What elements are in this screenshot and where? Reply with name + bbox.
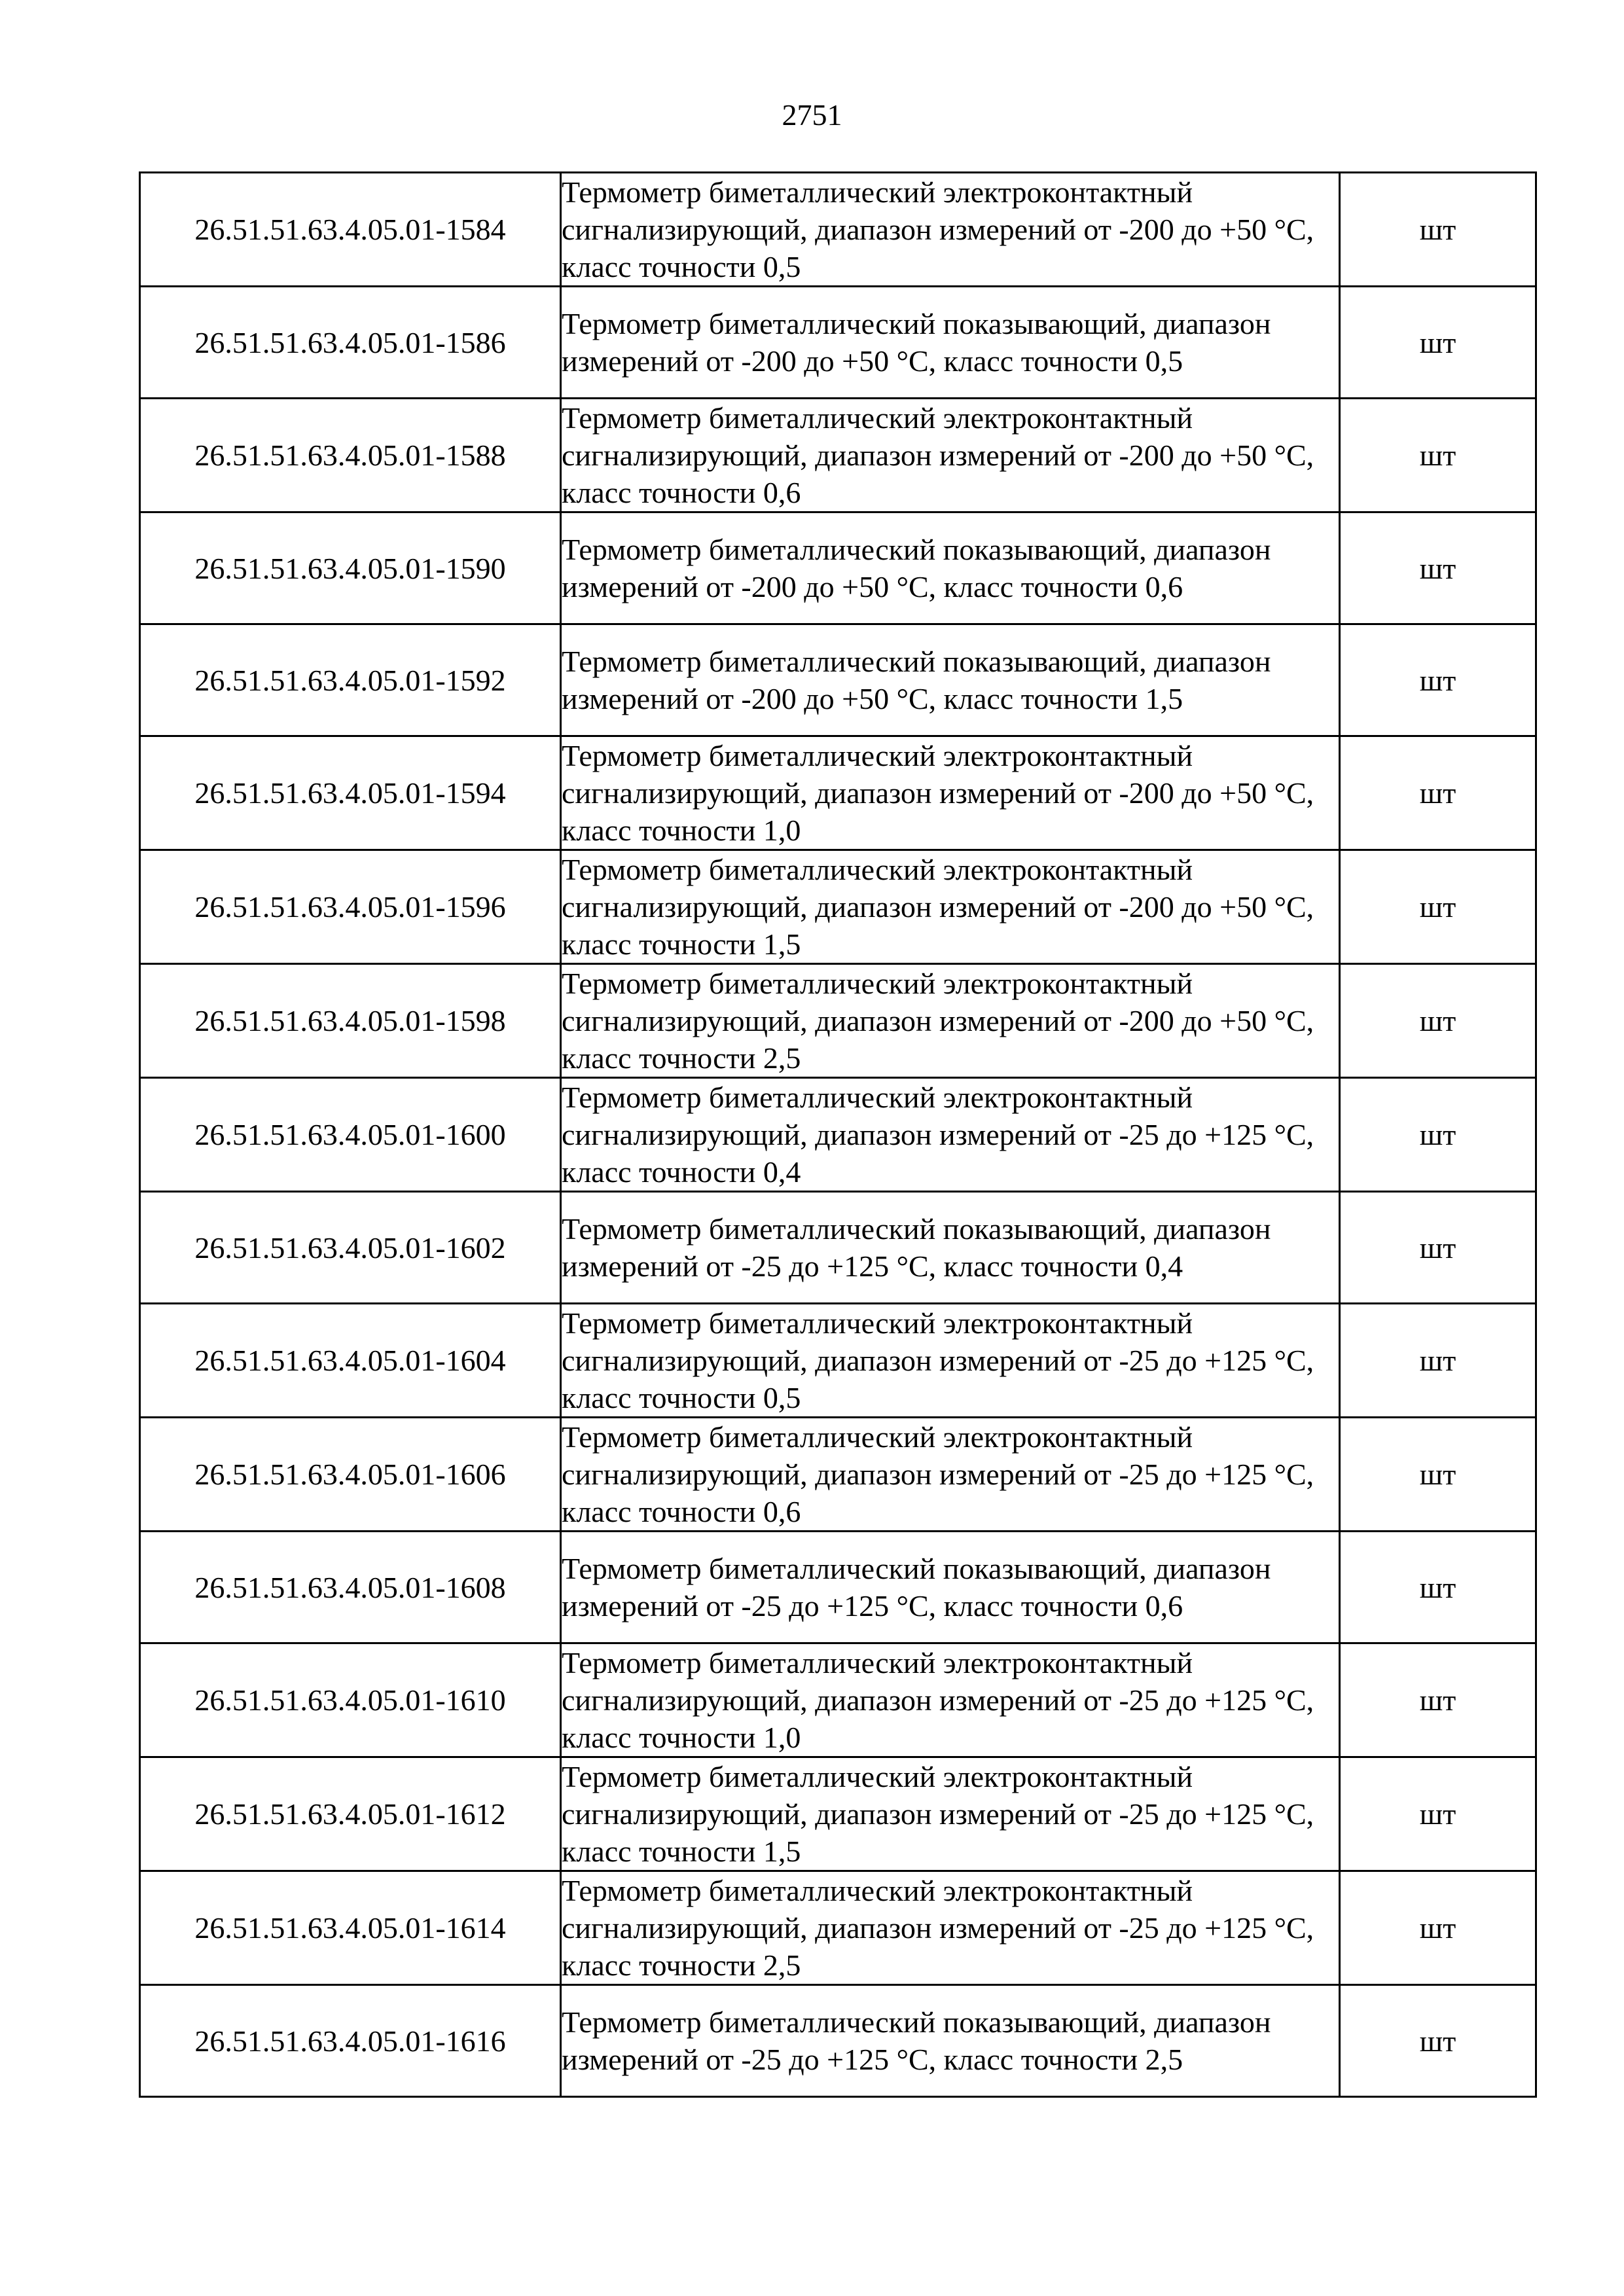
product-description-cell: Термометр биметаллический электроконтактный сигнализирующий, диапазон измерений от -25 до +125 °С, класс точности 1,5 (561, 1757, 1340, 1871)
product-code-cell: 26.51.51.63.4.05.01-1614 (140, 1871, 561, 1985)
unit-cell: шт (1340, 287, 1536, 399)
table-row (140, 287, 1536, 399)
product-code-cell: 26.51.51.63.4.05.01-1612 (140, 1757, 561, 1871)
table-row (140, 850, 1536, 964)
product-description-cell: Термометр биметаллический показывающий, диапазон измерений от -200 до +50 °С, класс точности 0,6 (561, 512, 1340, 624)
product-code-cell: 26.51.51.63.4.05.01-1608 (140, 1532, 561, 1643)
product-code-cell: 26.51.51.63.4.05.01-1598 (140, 964, 561, 1078)
product-description-cell: Термометр биметаллический показывающий, диапазон измерений от -200 до +50 °С, класс точности 1,5 (561, 624, 1340, 736)
product-code-cell: 26.51.51.63.4.05.01-1600 (140, 1078, 561, 1192)
product-description-cell: Термометр биметаллический показывающий, диапазон измерений от -25 до +125 °С, класс точности 0,6 (561, 1532, 1340, 1643)
unit-cell: шт (1340, 964, 1536, 1078)
unit-cell: шт (1340, 1985, 1536, 2097)
catalog-table-body (140, 173, 1536, 2097)
unit-cell: шт (1340, 1078, 1536, 1192)
table-row (140, 512, 1536, 624)
table-row (140, 173, 1536, 287)
table-row (140, 736, 1536, 850)
table-row (140, 1871, 1536, 1985)
unit-cell: шт (1340, 1757, 1536, 1871)
table-row (140, 1643, 1536, 1757)
table-row (140, 1192, 1536, 1304)
product-code-cell: 26.51.51.63.4.05.01-1604 (140, 1304, 561, 1418)
product-code-cell: 26.51.51.63.4.05.01-1610 (140, 1643, 561, 1757)
product-code-cell: 26.51.51.63.4.05.01-1606 (140, 1418, 561, 1532)
catalog-table (139, 171, 1537, 2098)
unit-cell: шт (1340, 1871, 1536, 1985)
product-description-cell: Термометр биметаллический показывающий, диапазон измерений от -25 до +125 °С, класс точности 0,4 (561, 1192, 1340, 1304)
product-code-cell: 26.51.51.63.4.05.01-1586 (140, 287, 561, 399)
unit-cell: шт (1340, 850, 1536, 964)
product-code-cell: 26.51.51.63.4.05.01-1616 (140, 1985, 561, 2097)
table-row (140, 624, 1536, 736)
table-row (140, 1304, 1536, 1418)
product-code-cell: 26.51.51.63.4.05.01-1602 (140, 1192, 561, 1304)
product-code-cell: 26.51.51.63.4.05.01-1588 (140, 399, 561, 512)
table-row (140, 1418, 1536, 1532)
table-row (140, 399, 1536, 512)
product-description-cell: Термометр биметаллический электроконтактный сигнализирующий, диапазон измерений от -25 до +125 °С, класс точности 1,0 (561, 1643, 1340, 1757)
product-description-cell: Термометр биметаллический электроконтактный сигнализирующий, диапазон измерений от -200 до +50 °С, класс точности 1,5 (561, 850, 1340, 964)
unit-cell: шт (1340, 624, 1536, 736)
unit-cell: шт (1340, 736, 1536, 850)
unit-cell: шт (1340, 512, 1536, 624)
unit-cell: шт (1340, 1304, 1536, 1418)
table-row (140, 1078, 1536, 1192)
product-description-cell: Термометр биметаллический электроконтактный сигнализирующий, диапазон измерений от -200 до +50 °С, класс точности 1,0 (561, 736, 1340, 850)
page-number: 2751 (782, 98, 842, 132)
unit-cell: шт (1340, 1418, 1536, 1532)
product-description-cell: Термометр биметаллический показывающий, диапазон измерений от -200 до +50 °С, класс точности 0,5 (561, 287, 1340, 399)
table-row (140, 1532, 1536, 1643)
unit-cell: шт (1340, 399, 1536, 512)
product-code-cell: 26.51.51.63.4.05.01-1594 (140, 736, 561, 850)
product-description-cell: Термометр биметаллический показывающий, диапазон измерений от -25 до +125 °С, класс точности 2,5 (561, 1985, 1340, 2097)
unit-cell: шт (1340, 173, 1536, 287)
product-code-cell: 26.51.51.63.4.05.01-1592 (140, 624, 561, 736)
product-description-cell: Термометр биметаллический электроконтактный сигнализирующий, диапазон измерений от -200 до +50 °С, класс точности 2,5 (561, 964, 1340, 1078)
unit-cell: шт (1340, 1532, 1536, 1643)
product-description-cell: Термометр биметаллический электроконтактный сигнализирующий, диапазон измерений от -25 до +125 °С, класс точности 0,4 (561, 1078, 1340, 1192)
table-row (140, 1757, 1536, 1871)
table-row (140, 964, 1536, 1078)
product-description-cell: Термометр биметаллический электроконтактный сигнализирующий, диапазон измерений от -25 до +125 °С, класс точности 0,6 (561, 1418, 1340, 1532)
product-code-cell: 26.51.51.63.4.05.01-1584 (140, 173, 561, 287)
product-description-cell: Термометр биметаллический электроконтактный сигнализирующий, диапазон измерений от -200 до +50 °С, класс точности 0,5 (561, 173, 1340, 287)
product-description-cell: Термометр биметаллический электроконтактный сигнализирующий, диапазон измерений от -25 до +125 °С, класс точности 0,5 (561, 1304, 1340, 1418)
product-code-cell: 26.51.51.63.4.05.01-1590 (140, 512, 561, 624)
unit-cell: шт (1340, 1192, 1536, 1304)
product-description-cell: Термометр биметаллический электроконтактный сигнализирующий, диапазон измерений от -25 до +125 °С, класс точности 2,5 (561, 1871, 1340, 1985)
unit-cell: шт (1340, 1643, 1536, 1757)
table-row (140, 1985, 1536, 2097)
product-description-cell: Термометр биметаллический электроконтактный сигнализирующий, диапазон измерений от -200 до +50 °С, класс точности 0,6 (561, 399, 1340, 512)
product-code-cell: 26.51.51.63.4.05.01-1596 (140, 850, 561, 964)
